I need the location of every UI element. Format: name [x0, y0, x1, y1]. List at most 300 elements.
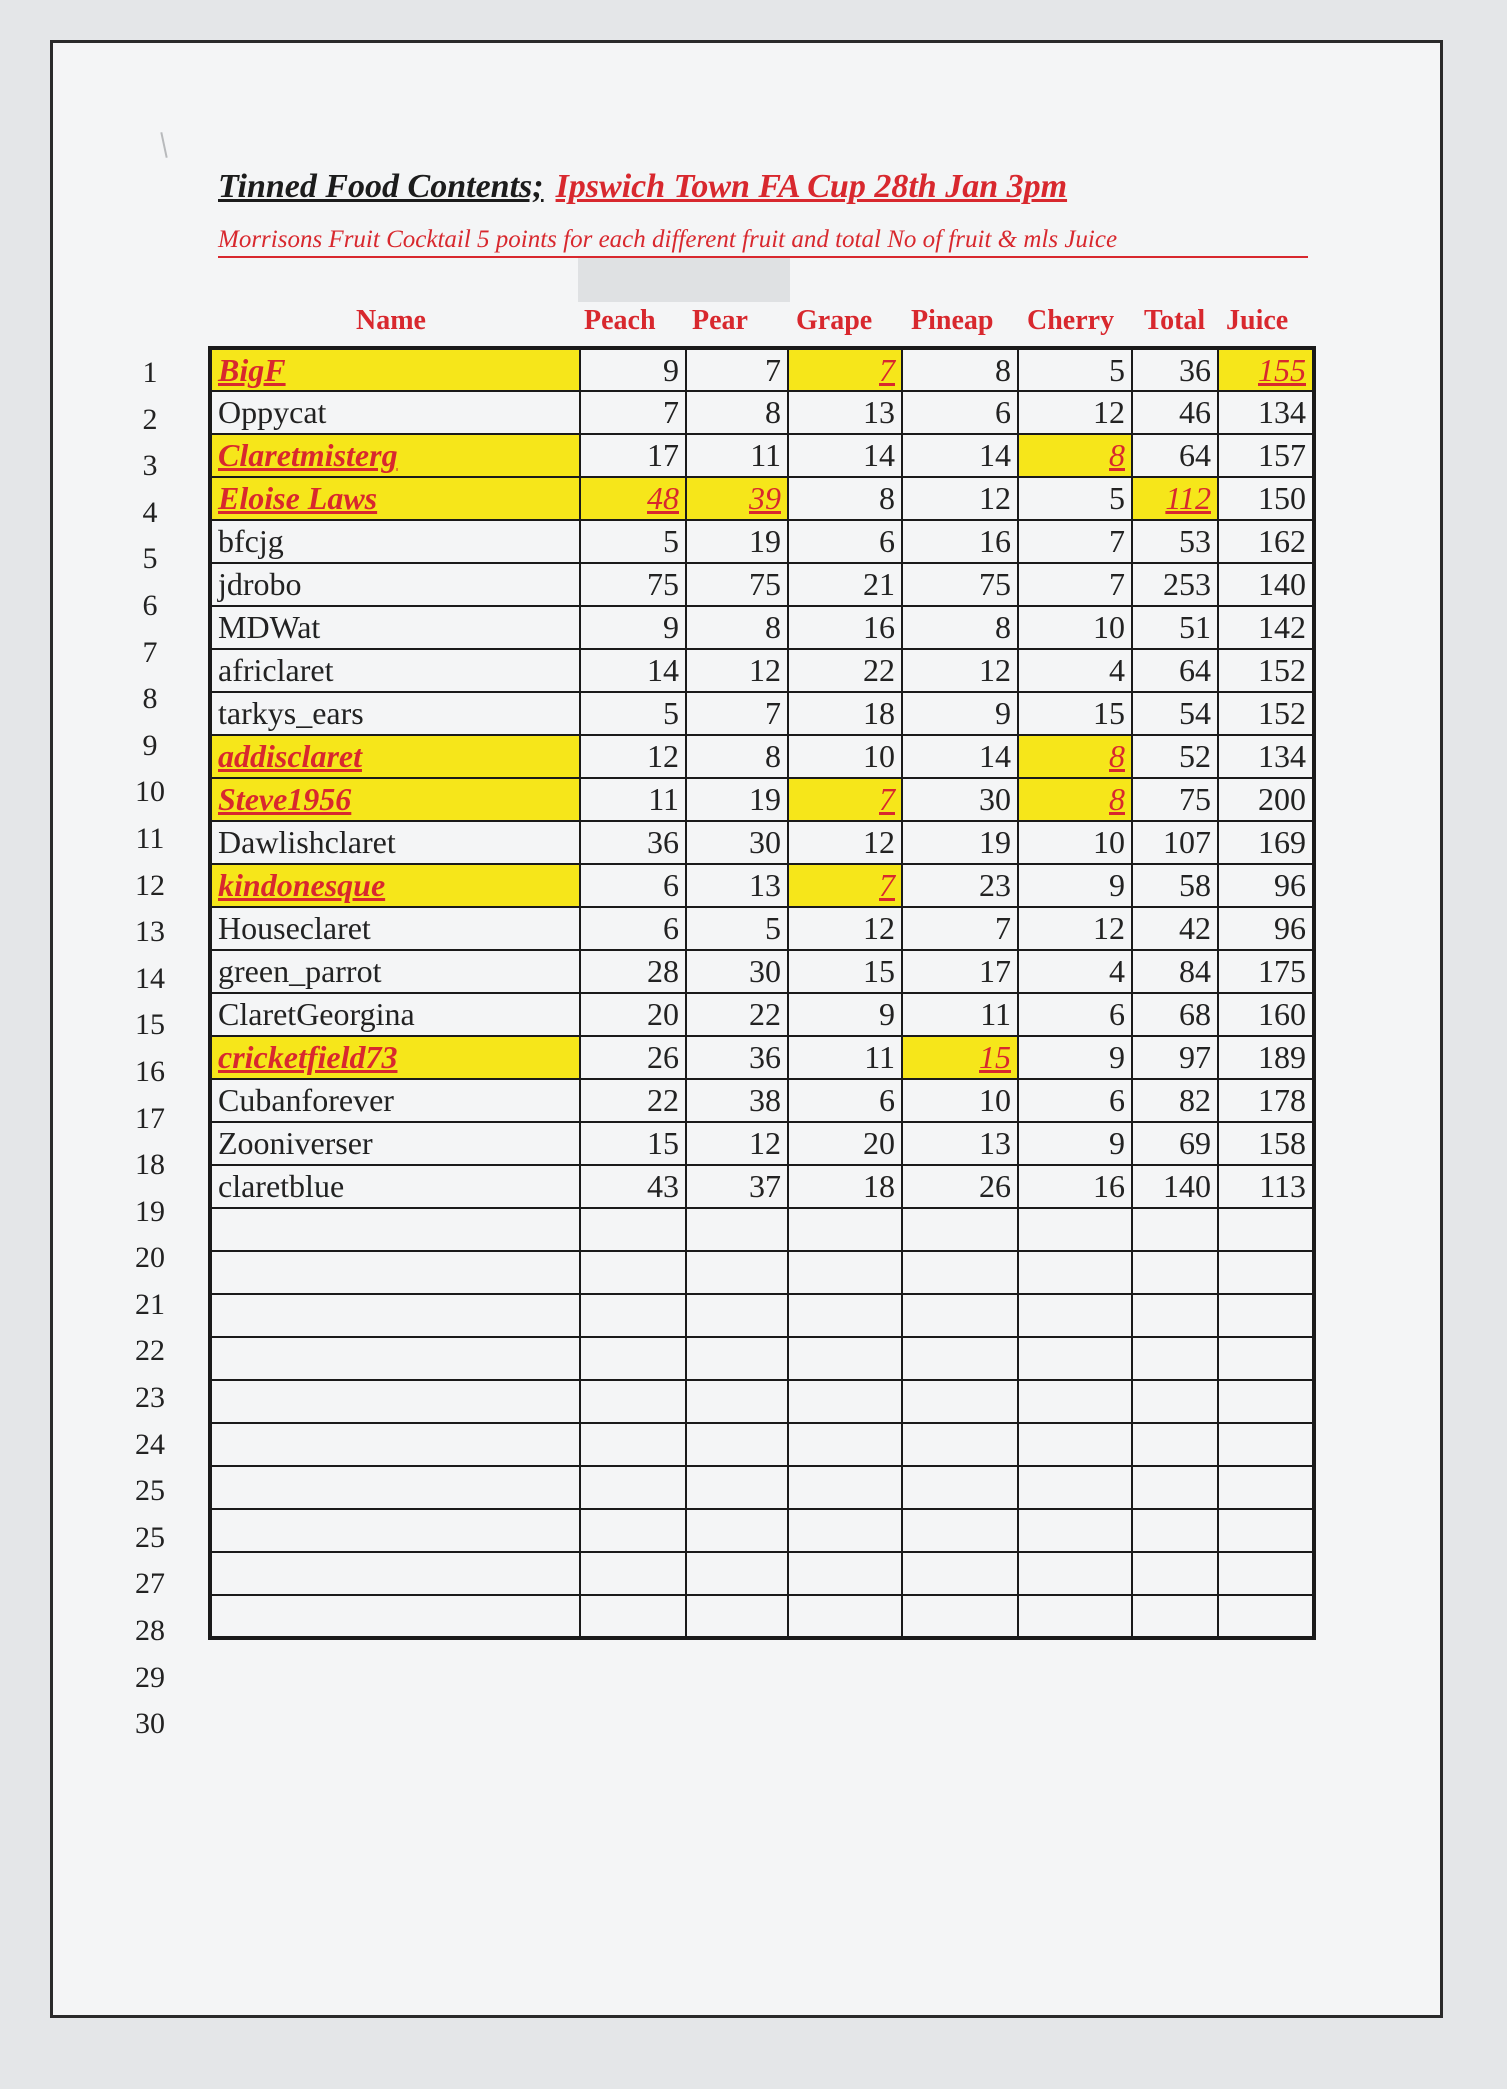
cell-total [1132, 1294, 1218, 1337]
table-row [210, 477, 1314, 520]
row-number: 13 [135, 915, 165, 949]
cell-pineap: 9 [902, 692, 1018, 735]
cell-pineap: 12 [902, 477, 1018, 520]
cell-grape: 15 [788, 950, 902, 993]
cell-pineap: 16 [902, 520, 1018, 563]
cell-juice [1218, 1509, 1314, 1552]
cell-cherry: 15 [1018, 692, 1132, 735]
cell-name: bfcjg [210, 520, 580, 563]
cell-pear [686, 1251, 788, 1294]
cell-cherry: 10 [1018, 821, 1132, 864]
cell-peach [580, 1466, 686, 1509]
cell-total: 69 [1132, 1122, 1218, 1165]
cell-pear: 30 [686, 821, 788, 864]
cell-grape [788, 1208, 902, 1251]
cell-name: jdrobo [210, 563, 580, 606]
cell-juice: 155 [1218, 348, 1314, 391]
cell-pear [686, 1466, 788, 1509]
cell-pear [686, 1294, 788, 1337]
cell-grape: 6 [788, 520, 902, 563]
row-number: 18 [135, 1148, 165, 1182]
cell-peach [580, 1208, 686, 1251]
table-row [210, 821, 1314, 864]
cell-name: ClaretGeorgina [210, 993, 580, 1036]
scores-table [208, 346, 1316, 1640]
table-row [210, 1509, 1314, 1552]
title-part-match: Ipswich Town FA Cup 28th Jan 3pm [555, 168, 1068, 205]
cell-pineap [902, 1552, 1018, 1595]
cell-pineap [902, 1208, 1018, 1251]
cell-total: 64 [1132, 649, 1218, 692]
header-grape: Grape [796, 305, 873, 336]
cell-pear: 8 [686, 606, 788, 649]
cell-cherry [1018, 1294, 1132, 1337]
cell-pineap: 17 [902, 950, 1018, 993]
cell-peach: 12 [580, 735, 686, 778]
row-number: 24 [135, 1427, 165, 1461]
cell-peach [580, 1552, 686, 1595]
cell-peach: 11 [580, 778, 686, 821]
cell-total: 58 [1132, 864, 1218, 907]
cell-name: addisclaret [210, 735, 580, 778]
cell-cherry [1018, 1380, 1132, 1423]
cell-pear [686, 1595, 788, 1638]
table-row [210, 1595, 1314, 1638]
cell-name [210, 1251, 580, 1294]
cell-grape: 6 [788, 1079, 902, 1122]
cell-cherry: 10 [1018, 606, 1132, 649]
cell-juice [1218, 1380, 1314, 1423]
cell-total: 52 [1132, 735, 1218, 778]
cell-total: 68 [1132, 993, 1218, 1036]
cell-name [210, 1466, 580, 1509]
cell-name [210, 1208, 580, 1251]
cell-pineap [902, 1595, 1018, 1638]
cell-total: 51 [1132, 606, 1218, 649]
cell-peach: 48 [580, 477, 686, 520]
cell-peach [580, 1251, 686, 1294]
cell-peach: 7 [580, 391, 686, 434]
cell-pear: 38 [686, 1079, 788, 1122]
cell-total: 53 [1132, 520, 1218, 563]
cell-pear: 7 [686, 348, 788, 391]
table-row [210, 434, 1314, 477]
cell-juice: 157 [1218, 434, 1314, 477]
cell-pineap: 7 [902, 907, 1018, 950]
cell-juice [1218, 1208, 1314, 1251]
cell-grape: 7 [788, 864, 902, 907]
cell-total [1132, 1380, 1218, 1423]
table-row [210, 907, 1314, 950]
cell-name: green_parrot [210, 950, 580, 993]
cell-pear: 5 [686, 907, 788, 950]
cell-peach [580, 1423, 686, 1466]
cell-pear [686, 1380, 788, 1423]
row-number: 5 [142, 542, 158, 576]
cell-pear [686, 1208, 788, 1251]
cell-total: 107 [1132, 821, 1218, 864]
page-subtitle: Morrisons Fruit Cocktail 5 points for each different fruit and total No of fruit & mls Juice [218, 226, 1308, 258]
cell-total [1132, 1251, 1218, 1294]
cell-pear: 19 [686, 778, 788, 821]
table-row [210, 993, 1314, 1036]
cell-pineap: 8 [902, 606, 1018, 649]
cell-cherry: 8 [1018, 735, 1132, 778]
row-number: 23 [135, 1381, 165, 1415]
cell-pear: 8 [686, 735, 788, 778]
cell-cherry: 8 [1018, 434, 1132, 477]
row-number: 22 [135, 1334, 165, 1368]
cell-peach: 6 [580, 907, 686, 950]
row-number: 6 [142, 588, 158, 622]
header-pineap: Pineap [911, 305, 994, 336]
cell-pineap: 30 [902, 778, 1018, 821]
cell-juice: 140 [1218, 563, 1314, 606]
cell-name [210, 1509, 580, 1552]
cell-pineap [902, 1509, 1018, 1552]
cell-name: tarkys_ears [210, 692, 580, 735]
cell-total [1132, 1509, 1218, 1552]
header-juice: Juice [1226, 305, 1289, 336]
cell-cherry [1018, 1251, 1132, 1294]
cell-grape [788, 1423, 902, 1466]
page-title [218, 168, 1067, 206]
cell-juice: 134 [1218, 735, 1314, 778]
row-number: 19 [135, 1194, 165, 1228]
row-number: 2 [142, 402, 158, 436]
cell-cherry [1018, 1552, 1132, 1595]
cell-pear: 22 [686, 993, 788, 1036]
table-row [210, 1380, 1314, 1423]
cell-juice: 162 [1218, 520, 1314, 563]
cell-cherry [1018, 1595, 1132, 1638]
cell-grape: 18 [788, 692, 902, 735]
cell-pear [686, 1423, 788, 1466]
cell-juice [1218, 1552, 1314, 1595]
cell-cherry [1018, 1337, 1132, 1380]
table-row [210, 563, 1314, 606]
row-number: 17 [135, 1101, 165, 1135]
cell-grape: 7 [788, 778, 902, 821]
cell-peach [580, 1595, 686, 1638]
row-number: 7 [142, 635, 158, 669]
cell-name: Claretmisterg [210, 434, 580, 477]
smudge [578, 258, 790, 302]
cell-cherry: 12 [1018, 907, 1132, 950]
cell-name: Eloise Laws [210, 477, 580, 520]
cell-pineap [902, 1294, 1018, 1337]
cell-cherry: 5 [1018, 348, 1132, 391]
cell-pineap: 14 [902, 735, 1018, 778]
cell-pear: 12 [686, 649, 788, 692]
cell-grape: 11 [788, 1036, 902, 1079]
cell-peach: 20 [580, 993, 686, 1036]
cell-peach: 43 [580, 1165, 686, 1208]
row-number: 28 [135, 1614, 165, 1648]
cell-juice: 150 [1218, 477, 1314, 520]
row-number: 12 [135, 868, 165, 902]
cell-grape: 16 [788, 606, 902, 649]
cell-grape: 7 [788, 348, 902, 391]
cell-juice: 200 [1218, 778, 1314, 821]
row-number: 14 [135, 961, 165, 995]
cell-grape [788, 1509, 902, 1552]
cell-total: 140 [1132, 1165, 1218, 1208]
table-row [210, 1423, 1314, 1466]
row-number: 20 [135, 1241, 165, 1275]
cell-cherry: 12 [1018, 391, 1132, 434]
cell-grape: 9 [788, 993, 902, 1036]
cell-total [1132, 1595, 1218, 1638]
cell-juice: 142 [1218, 606, 1314, 649]
cell-name: cricketfield73 [210, 1036, 580, 1079]
cell-juice: 113 [1218, 1165, 1314, 1208]
cell-name [210, 1337, 580, 1380]
cell-juice: 189 [1218, 1036, 1314, 1079]
cell-juice: 134 [1218, 391, 1314, 434]
cell-grape: 14 [788, 434, 902, 477]
cell-peach: 9 [580, 348, 686, 391]
cell-pineap: 75 [902, 563, 1018, 606]
cell-cherry: 9 [1018, 1036, 1132, 1079]
cell-pear: 11 [686, 434, 788, 477]
row-number: 4 [142, 495, 158, 529]
cell-peach: 6 [580, 864, 686, 907]
cell-pineap: 14 [902, 434, 1018, 477]
cell-name: Zooniverser [210, 1122, 580, 1165]
cell-cherry: 4 [1018, 950, 1132, 993]
cell-total: 54 [1132, 692, 1218, 735]
cell-peach: 26 [580, 1036, 686, 1079]
cell-peach: 17 [580, 434, 686, 477]
cell-grape: 12 [788, 821, 902, 864]
cell-pineap: 12 [902, 649, 1018, 692]
cell-juice [1218, 1251, 1314, 1294]
cell-name [210, 1595, 580, 1638]
cell-cherry: 6 [1018, 993, 1132, 1036]
cell-juice: 160 [1218, 993, 1314, 1036]
cell-cherry: 7 [1018, 520, 1132, 563]
cell-juice [1218, 1595, 1314, 1638]
cell-pineap: 15 [902, 1036, 1018, 1079]
cell-grape [788, 1251, 902, 1294]
cell-peach [580, 1294, 686, 1337]
cell-pear: 75 [686, 563, 788, 606]
cell-juice: 96 [1218, 907, 1314, 950]
cell-pineap: 19 [902, 821, 1018, 864]
row-number: 25 [135, 1520, 165, 1554]
cell-juice: 152 [1218, 692, 1314, 735]
table-row [210, 520, 1314, 563]
cell-name: Houseclaret [210, 907, 580, 950]
table-row [210, 1165, 1314, 1208]
table-row [210, 1036, 1314, 1079]
row-number: 3 [142, 449, 158, 483]
cell-peach: 15 [580, 1122, 686, 1165]
cell-name [210, 1380, 580, 1423]
header-total: Total [1144, 305, 1206, 336]
cell-pear: 36 [686, 1036, 788, 1079]
cell-name: Dawlishclaret [210, 821, 580, 864]
cell-peach: 9 [580, 606, 686, 649]
cell-grape [788, 1466, 902, 1509]
cell-juice: 96 [1218, 864, 1314, 907]
cell-juice: 169 [1218, 821, 1314, 864]
cell-name [210, 1423, 580, 1466]
cell-total: 82 [1132, 1079, 1218, 1122]
cell-grape: 21 [788, 563, 902, 606]
cell-pineap [902, 1251, 1018, 1294]
cell-grape: 22 [788, 649, 902, 692]
cell-total: 46 [1132, 391, 1218, 434]
cell-total: 112 [1132, 477, 1218, 520]
row-number: 16 [135, 1054, 165, 1088]
cell-cherry [1018, 1423, 1132, 1466]
cell-grape: 18 [788, 1165, 902, 1208]
header-name: Name [356, 305, 426, 336]
cell-total [1132, 1208, 1218, 1251]
cell-grape: 12 [788, 907, 902, 950]
cell-cherry: 8 [1018, 778, 1132, 821]
cell-peach: 75 [580, 563, 686, 606]
cell-total: 75 [1132, 778, 1218, 821]
cell-pineap: 10 [902, 1079, 1018, 1122]
cell-pineap [902, 1380, 1018, 1423]
cell-pineap: 11 [902, 993, 1018, 1036]
cell-pineap: 8 [902, 348, 1018, 391]
cell-total [1132, 1466, 1218, 1509]
row-number: 27 [135, 1567, 165, 1601]
cell-pineap: 26 [902, 1165, 1018, 1208]
cell-peach [580, 1337, 686, 1380]
table-row [210, 348, 1314, 391]
cell-peach: 5 [580, 520, 686, 563]
cell-total: 36 [1132, 348, 1218, 391]
table-row [210, 649, 1314, 692]
table-row [210, 1079, 1314, 1122]
cell-name [210, 1294, 580, 1337]
table-row [210, 1294, 1314, 1337]
cell-pineap: 13 [902, 1122, 1018, 1165]
cell-total: 64 [1132, 434, 1218, 477]
cell-pear: 7 [686, 692, 788, 735]
cell-peach: 36 [580, 821, 686, 864]
cell-cherry: 6 [1018, 1079, 1132, 1122]
table-row [210, 391, 1314, 434]
header-pear: Pear [692, 305, 748, 336]
cell-name: Oppycat [210, 391, 580, 434]
row-number: 30 [135, 1707, 165, 1741]
cell-peach: 22 [580, 1079, 686, 1122]
cell-pineap [902, 1337, 1018, 1380]
cell-pineap: 6 [902, 391, 1018, 434]
cell-pineap: 23 [902, 864, 1018, 907]
row-number: 11 [135, 821, 165, 855]
cell-grape [788, 1294, 902, 1337]
cell-pear: 30 [686, 950, 788, 993]
table-row [210, 1251, 1314, 1294]
table-row [210, 864, 1314, 907]
table-row [210, 735, 1314, 778]
cell-name: africlaret [210, 649, 580, 692]
cell-name: Cubanforever [210, 1079, 580, 1122]
cell-pear: 13 [686, 864, 788, 907]
table-row [210, 1337, 1314, 1380]
cell-juice [1218, 1294, 1314, 1337]
row-number: 1 [142, 356, 158, 389]
cell-total [1132, 1423, 1218, 1466]
row-number: 25 [135, 1474, 165, 1508]
row-number-column [120, 350, 180, 1748]
header-peach: Peach [584, 305, 656, 336]
cell-grape [788, 1552, 902, 1595]
cell-juice: 175 [1218, 950, 1314, 993]
cell-name: Steve1956 [210, 778, 580, 821]
table-row [210, 692, 1314, 735]
cell-juice [1218, 1423, 1314, 1466]
cell-name [210, 1552, 580, 1595]
cell-cherry: 5 [1018, 477, 1132, 520]
cell-name: kindonesque [210, 864, 580, 907]
cell-name: BigF [210, 348, 580, 391]
row-number: 9 [142, 728, 158, 762]
cell-cherry: 9 [1018, 1122, 1132, 1165]
table-row [210, 778, 1314, 821]
cell-grape: 20 [788, 1122, 902, 1165]
table-row [210, 1466, 1314, 1509]
cell-cherry [1018, 1509, 1132, 1552]
cell-cherry: 7 [1018, 563, 1132, 606]
cell-total: 84 [1132, 950, 1218, 993]
cell-total: 253 [1132, 563, 1218, 606]
cell-name: claretblue [210, 1165, 580, 1208]
row-number: 8 [142, 682, 158, 716]
table-row [210, 1552, 1314, 1595]
cell-total: 97 [1132, 1036, 1218, 1079]
cell-grape [788, 1380, 902, 1423]
cell-cherry: 4 [1018, 649, 1132, 692]
row-number: 15 [135, 1008, 165, 1042]
cell-cherry [1018, 1208, 1132, 1251]
cell-grape: 10 [788, 735, 902, 778]
table-row [210, 950, 1314, 993]
cell-peach: 5 [580, 692, 686, 735]
row-number: 21 [135, 1287, 165, 1321]
cell-grape: 8 [788, 477, 902, 520]
row-number: 29 [135, 1660, 165, 1694]
cell-juice: 152 [1218, 649, 1314, 692]
row-number: 10 [135, 775, 165, 809]
cell-pear: 37 [686, 1165, 788, 1208]
cell-cherry [1018, 1466, 1132, 1509]
table-row [210, 1122, 1314, 1165]
cell-pear [686, 1337, 788, 1380]
cell-total [1132, 1337, 1218, 1380]
table-row [210, 606, 1314, 649]
cell-juice: 158 [1218, 1122, 1314, 1165]
header-cherry: Cherry [1027, 305, 1115, 336]
cell-grape: 13 [788, 391, 902, 434]
cell-pineap [902, 1466, 1018, 1509]
title-part-contents: Tinned Food Contents; [218, 168, 544, 205]
cell-pear [686, 1552, 788, 1595]
cell-peach: 28 [580, 950, 686, 993]
cell-peach [580, 1380, 686, 1423]
cell-cherry: 9 [1018, 864, 1132, 907]
cell-grape [788, 1595, 902, 1638]
cell-cherry: 16 [1018, 1165, 1132, 1208]
cell-pear: 19 [686, 520, 788, 563]
